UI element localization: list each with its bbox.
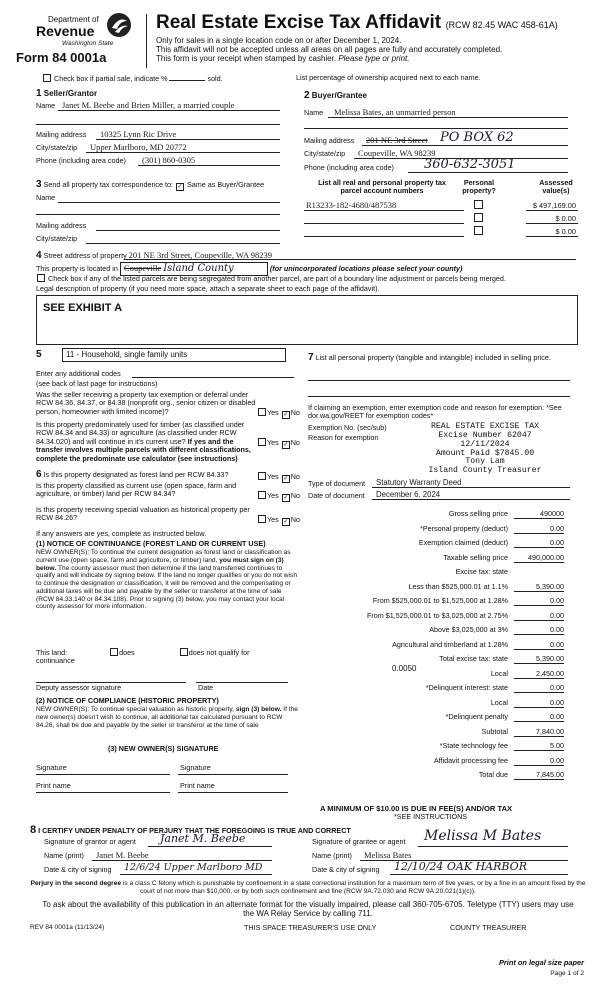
- fee-row-label: Total excise tax: state: [439, 654, 508, 663]
- does-not-label: does not qualify for: [188, 648, 250, 657]
- if-yes-note: If any answers are yes, complete as instructed below.: [36, 529, 207, 538]
- parcel-row: [304, 226, 574, 238]
- subtitle-1: Only for sales in a single location code on or after December 1, 2024.: [156, 36, 402, 45]
- personal-property-question: [308, 352, 570, 364]
- fee-row-value[interactable]: 5,390.00: [514, 582, 564, 592]
- new-owner-print-line-1[interactable]: [36, 792, 170, 793]
- fee-row-label: Above $3,025,000 at 3%: [429, 625, 508, 634]
- historic-no-checkbox[interactable]: ✓: [283, 519, 289, 525]
- does-checkbox[interactable]: [110, 648, 118, 656]
- buyer-name-line: [328, 117, 568, 118]
- assessed-line: [526, 236, 578, 237]
- subtitle-3-text: This form is your receipt when stamped by cashier.: [156, 54, 337, 63]
- exemption-no-checkbox[interactable]: ✓: [283, 412, 289, 418]
- seller-mail[interactable]: 10325 Lynn Ric Drive: [100, 129, 177, 139]
- forest-question: [36, 469, 258, 481]
- located-struck: Coupeville: [123, 263, 162, 273]
- forest-no-checkbox[interactable]: ✓: [283, 476, 289, 482]
- page-number: Page 1 of 2: [550, 970, 584, 977]
- fee-row-label: Agricultural and timberland at 1.28%: [392, 639, 508, 649]
- new-owner-sig-line-2[interactable]: [178, 774, 288, 775]
- forest-question-text: Is this property designated as forest land per RCW 84.33?: [43, 470, 229, 479]
- timber-yes-checkbox[interactable]: [258, 438, 266, 446]
- doc-date-label: Date of document: [308, 491, 365, 500]
- dor-logo-icon: [106, 12, 132, 38]
- fee-row-value[interactable]: 0.00: [514, 712, 564, 722]
- fee-row-value[interactable]: 490000: [514, 509, 564, 519]
- continuance-body-b: you must sign on (3) below.: [36, 556, 284, 572]
- additional-codes-line: [132, 377, 294, 378]
- see-instructions-note: *SEE INSTRUCTIONS: [394, 812, 468, 821]
- exemption-question: Was the seller receiving a property tax exemption or deferral under RCW 84.36, 84.37, or 84.38 (nonprofit org., senior citizen or disabled person, homeowner with limited income)?: [36, 390, 256, 416]
- alt-format-note: To ask about the availability of this publication in an alternate format for the visually impaired, please call 360-705-6705. Teletype (TTY) users may use the WA Relay Service by calling 711.: [42, 900, 574, 919]
- section7-num: 7: [308, 352, 314, 363]
- grantor-name-line: [92, 860, 272, 861]
- certify-text: I CERTIFY UNDER PENALTY OF PERJURY THAT THE FOREGOING IS TRUE AND CORRECT: [38, 826, 351, 835]
- fee-row-label: Less than $525,000.01 at 1.1%: [408, 581, 508, 591]
- no-label: No: [290, 472, 300, 481]
- yes-label: Yes: [267, 472, 279, 481]
- grantee-signature[interactable]: Melissa M Bates: [424, 828, 542, 844]
- historic-question: Is this property receiving special valuation as historical property per RCW 84.26?: [36, 505, 250, 523]
- this-land-label: This land:: [36, 648, 68, 657]
- deputy-sig-label: Deputy assessor signature: [36, 683, 122, 692]
- yes-label: Yes: [267, 408, 279, 417]
- partial-percent-blank[interactable]: [169, 80, 205, 81]
- minimum-due-note: A MINIMUM OF $10.00 IS DUE IN FEE(S) AND/OR TAX: [320, 804, 513, 813]
- buyer-heading-label: Buyer/Grantee: [311, 91, 367, 100]
- fee-row-value[interactable]: 0.00: [514, 596, 564, 606]
- located-handwritten: Island County: [163, 263, 234, 274]
- legal-desc-value: SEE EXHIBIT A: [43, 302, 123, 314]
- grantor-sig-line: [148, 846, 272, 847]
- s3-name-line: [58, 202, 280, 203]
- seller-mail-line: [96, 139, 280, 140]
- no-label: No: [290, 408, 300, 417]
- grantor-name-label: Name (print): [44, 851, 84, 860]
- s3-name-label: Name: [36, 193, 56, 202]
- fee-row-value[interactable]: 0.00: [514, 625, 564, 635]
- section4-num: 4: [36, 250, 42, 261]
- seller-city-line: [86, 152, 280, 153]
- doc-date-value[interactable]: December 6, 2024: [376, 490, 441, 499]
- partial-sale-row: [42, 74, 223, 83]
- legal-desc-label: Legal description of property (if you need more space, attach a separate sheet to each page of the affidavit).: [36, 284, 380, 293]
- county-treasurer-label: COUNTY TREASURER: [450, 923, 527, 932]
- grantee-date-line: [390, 874, 568, 875]
- fee-row-label: Local: [490, 668, 508, 678]
- form-number: Form 84 0001a: [16, 50, 107, 65]
- personal-col-header: Personal property?: [462, 178, 496, 196]
- continuance-title: (1) NOTICE OF CONTINUANCE (FOREST LAND OR CURRENT USE): [36, 539, 266, 548]
- timber-question-text: Is this property predominately used for timber (as classified under RCW 84.34 and 84.33) or agriculture (as classified under RCW 84.34.020) and will continue in it's current use?: [36, 420, 245, 446]
- exemption-no-label: Exemption No. (sec/sub): [308, 423, 387, 432]
- buyer-city-label: City/state/zip: [304, 149, 346, 158]
- treasurer-stamp: [420, 423, 550, 476]
- continuance-body-c: The county assessor must then determine if the land transferred continues to qualify and will indicate by signing below. If the land no longer qualifies or you do not wish to continue the designation or classification, it will be removed and the compensating or additional taxes will be due and payable by the seller or transferor at the time of sale (RCW 84.33.140 or 84.34.108). Prior to signing (3) below, you may contact your local county assessor for more information.: [36, 564, 297, 611]
- does-label: does: [119, 648, 135, 657]
- no-label: No: [290, 438, 300, 447]
- same-as-buyer-label: Same as Buyer/Grantee: [187, 180, 265, 189]
- assessed-value[interactable]: $ 0.00: [555, 227, 576, 236]
- same-as-buyer-checkbox[interactable]: ✓: [177, 184, 183, 190]
- current-use-yes-checkbox[interactable]: [258, 491, 266, 499]
- partial-sale-label: Check box if partial sale, indicate %: [54, 74, 168, 83]
- print-legal-note: Print on legal size paper: [498, 958, 584, 967]
- grantee-date[interactable]: 12/10/24 OAK HARBOR: [394, 860, 527, 873]
- parcel-line: [304, 236, 464, 237]
- fee-row-value[interactable]: 5,390.00: [514, 654, 564, 664]
- buyer-city[interactable]: Coupeville, WA 98239: [358, 148, 436, 158]
- grantor-sig-label: Signature of grantor or agent: [44, 837, 136, 846]
- seller-phone[interactable]: (301) 860-0305: [142, 155, 196, 165]
- fee-row-label: *Delinquent interest: state: [425, 683, 508, 692]
- forest-yes-no: [257, 472, 300, 483]
- no-label: No: [290, 491, 300, 500]
- additional-codes-label: Enter any additional codes: [36, 369, 121, 378]
- seller-name-label: Name: [36, 101, 56, 110]
- seller-city[interactable]: Upper Marlboro, MD 20772: [90, 142, 187, 152]
- fee-row-label: Excise tax: state: [455, 567, 508, 576]
- fee-row-value[interactable]: 490,000.00: [514, 553, 564, 563]
- personal-property-line-1[interactable]: [308, 380, 570, 381]
- reason-label: Reason for exemption: [308, 433, 379, 442]
- continuance-body-a: NEW OWNER(S): To continue the current designation as forest land or classification as current use (open space, farm and agriculture, or timber) land,: [36, 549, 291, 564]
- subtitle-2: This affidavit will not be accepted unless all areas on all pages are fully and accurately completed.: [156, 45, 503, 54]
- current-use-question: Is this property classified as current use (open space, farm and agriculture, or timber) land per RCW 84.34?: [36, 481, 237, 499]
- grantee-name[interactable]: Melissa Bates: [364, 850, 412, 860]
- fee-row-value[interactable]: 0.00: [514, 524, 564, 534]
- yes-label: Yes: [267, 438, 279, 447]
- use-code-box[interactable]: [62, 348, 286, 362]
- parcel-row: [304, 213, 574, 225]
- partial-sale-checkbox[interactable]: [43, 74, 51, 82]
- stamp-line: Excise Number 62047: [438, 430, 532, 440]
- doc-type-line: [372, 487, 570, 488]
- s3-name-line2: [36, 214, 280, 215]
- assessed-value[interactable]: $ 497,169.00: [532, 201, 576, 210]
- fee-row-value[interactable]: 0.00: [514, 698, 564, 708]
- timber-yes-no: [257, 438, 300, 449]
- assessed-line: [526, 223, 578, 224]
- subtitle-3: [156, 54, 586, 63]
- compliance-body: [36, 706, 298, 729]
- header-divider: [146, 14, 147, 68]
- exemption-intro: If claiming an exemption, enter exemption code and reason for exemption. *See dor.wa.gov/REET for exemption codes*: [308, 403, 562, 421]
- personal-property-label: List all personal property (tangible and intangible) included in selling price.: [315, 353, 551, 362]
- fee-row-label: Total due: [478, 770, 508, 779]
- segregated-row: [36, 274, 506, 283]
- continuance-label: continuance: [36, 656, 75, 665]
- exemption-yes-checkbox[interactable]: [258, 408, 266, 416]
- see-back-note: (see back of last page for instructions): [36, 379, 158, 388]
- seller-mail-label: Mailing address: [36, 130, 87, 139]
- grantee-sig-line: [418, 846, 568, 847]
- fee-row-label: *Personal property (deduct): [420, 523, 508, 533]
- stamp-line: REAL ESTATE EXCISE TAX: [430, 422, 540, 431]
- perjury-note: [30, 880, 586, 896]
- compliance-body-c: If the new owner(s) doesn't wish to continue, all additional tax calculated pursuant to RCW 84.26, shall be due and payable by the seller or transferor at the time of sale: [36, 706, 298, 729]
- buyer-phone-label: Phone (including area code): [304, 163, 394, 172]
- timber-no-checkbox[interactable]: ✓: [283, 442, 289, 448]
- timber-question-bold: If yes and the transfer involves multiple parcels with different classifications, complete the predominate use calculator (see instructions): [36, 436, 251, 463]
- yes-label: Yes: [267, 515, 279, 524]
- street-label: Street address of property: [43, 251, 127, 260]
- grantor-name[interactable]: Janet M. Beebe: [96, 850, 149, 860]
- fee-row-value[interactable]: 7,840.00: [514, 727, 564, 737]
- doc-date-line: [372, 499, 570, 500]
- assessed-value[interactable]: $ 0.00: [555, 214, 576, 223]
- assessed-col-header: Assessed value(s): [539, 178, 573, 196]
- current-use-no-checkbox[interactable]: ✓: [283, 495, 289, 501]
- parcel-col-header: List all real and personal property tax parcel account numbers: [318, 178, 446, 196]
- section6-num: 6: [36, 469, 42, 480]
- doc-type-value[interactable]: Statutory Warranty Deed: [376, 478, 462, 487]
- parcel-account[interactable]: R13233-182-4680/487538: [306, 200, 397, 210]
- fee-row-label: *State technology fee: [439, 741, 508, 750]
- fee-row-value[interactable]: 0.00: [514, 611, 564, 621]
- fee-row-value[interactable]: 5.00: [514, 741, 564, 751]
- form-title-ref: (RCW 82.45 WAC 458-61A): [445, 20, 558, 30]
- revenue-text: Revenue: [36, 23, 95, 39]
- stamp-line: Tony Lam: [465, 457, 505, 467]
- compliance-body-a: NEW OWNER(S): To continue special valuation as historic property,: [36, 706, 235, 713]
- buyer-mail-struck[interactable]: 201 NE 3rd Street: [366, 135, 428, 145]
- located-label: This property is located in: [36, 264, 118, 273]
- personal-property-line-2[interactable]: [308, 396, 570, 397]
- fee-row-value[interactable]: 7,845.00: [514, 770, 564, 780]
- seller-phone-line: [138, 165, 280, 166]
- seller-city-label: City/state/zip: [36, 143, 78, 152]
- personal-property-checkbox[interactable]: [474, 226, 483, 235]
- buyer-mail-handwritten[interactable]: PO BOX 62: [440, 130, 514, 145]
- segregated-checkbox[interactable]: [37, 274, 45, 282]
- s3-city-label: City/state/zip: [36, 234, 78, 243]
- historic-yes-no: [257, 515, 300, 526]
- fee-row-value[interactable]: 0.00: [514, 538, 564, 548]
- this-land-row: [36, 648, 298, 657]
- section5-num: 5: [36, 349, 42, 360]
- partial-sold-label: sold.: [207, 74, 223, 83]
- compliance-title: (2) NOTICE OF COMPLIANCE (HISTORIC PROPERTY): [36, 696, 219, 705]
- seller-phone-label: Phone (including area code): [36, 156, 126, 165]
- grantee-name-label: Name (print): [312, 851, 352, 860]
- tax-correspondence-row: [36, 179, 264, 191]
- new-owner-print-label-1: Print name: [36, 781, 71, 790]
- use-code-value: 11 - Household, single family units: [66, 350, 188, 359]
- fee-row-label: Gross selling price: [448, 509, 508, 518]
- buyer-mail-line: [362, 145, 568, 146]
- seller-name[interactable]: Janet M. Beebe and Brien Miller, a married couple: [62, 100, 235, 110]
- fee-row-label: *Delinquent penalty: [445, 712, 508, 721]
- fee-row-value[interactable]: 0.00: [514, 756, 564, 766]
- historic-yes-checkbox[interactable]: [258, 515, 266, 523]
- new-owner-sig-title: (3) NEW OWNER(S) SIGNATURE: [108, 744, 219, 753]
- dept-of-text: Department of: [48, 15, 99, 24]
- segregated-label: Check box if any of the listed parcels are being segregated from another parcel, are part of a boundary line adjustment or parcels being merged.: [48, 274, 506, 283]
- seller-heading-num: 1: [36, 88, 42, 99]
- parcel-line: [304, 223, 464, 224]
- street-line: [124, 259, 576, 260]
- current-use-yes-no: [257, 491, 300, 502]
- fee-row-label: From $525,000.01 to $1,525,000 at 1.28%: [372, 596, 508, 605]
- new-owner-sig-line-1[interactable]: [36, 774, 170, 775]
- dor-logo: [14, 12, 138, 68]
- section8-num: 8: [30, 824, 37, 836]
- fee-row-value[interactable]: 0.00: [514, 640, 564, 650]
- stamp-line: Island County Treasurer: [428, 466, 542, 476]
- buyer-name[interactable]: Melissa Bates, an unmarried person: [334, 107, 456, 117]
- buyer-phone-handwritten[interactable]: 360-632-3051: [424, 157, 516, 172]
- buyer-heading-num: 2: [304, 90, 310, 101]
- buyer-name-label: Name: [304, 108, 324, 117]
- fee-row-value[interactable]: 0.00: [514, 683, 564, 693]
- new-owner-sig-label-1: Signature: [36, 763, 67, 772]
- s3-city-line: [86, 243, 280, 244]
- seller-heading-label: Seller/Grantor: [43, 89, 98, 98]
- new-owner-print-label-2: Print name: [180, 781, 215, 790]
- fee-row-label: Subtotal: [481, 726, 508, 736]
- washington-state-text: Washington State: [62, 40, 114, 47]
- s3-mail-line: [96, 230, 280, 231]
- fee-row-label: Affidavit processing fee: [433, 755, 508, 765]
- deputy-date-label: Date: [198, 683, 214, 692]
- seller-heading: [36, 88, 97, 99]
- fee-row-label: Local: [490, 697, 508, 707]
- form-title: Real Estate Excise Tax Affidavit: [156, 12, 442, 33]
- exemption-yes-no: [257, 408, 300, 419]
- grantor-date-line: [120, 874, 272, 875]
- yes-label: Yes: [267, 491, 279, 500]
- seller-name-line: [58, 110, 280, 111]
- fee-row-label: Exemption claimed (deduct): [418, 538, 508, 547]
- fee-row-label: From $1,525,000.01 to $3,025,000 at 2.75%: [366, 610, 508, 620]
- legal-desc-box[interactable]: [36, 295, 578, 345]
- grantee-date-label: Date & city of signing: [312, 865, 380, 874]
- buyer-mail-label: Mailing address: [304, 136, 355, 145]
- street-address[interactable]: 201 NE 3rd Street, Coupeville, WA 98239: [128, 250, 273, 260]
- does-not-checkbox[interactable]: [180, 648, 188, 656]
- buyer-name-line2: [304, 128, 568, 129]
- timber-question: [36, 421, 258, 463]
- no-label: No: [290, 515, 300, 524]
- form-title-block: [156, 12, 586, 63]
- seller-name-line2: [36, 124, 280, 125]
- fee-row-label: Taxable selling price: [443, 552, 508, 562]
- grantor-signature[interactable]: Janet M. Beebe: [160, 832, 246, 845]
- percent-ownership-note: List percentage of ownership acquired next to each name.: [296, 73, 481, 82]
- subtitle-3-italic: Please type or print.: [338, 54, 410, 63]
- grantee-sig-label: Signature of grantee or agent: [312, 837, 406, 846]
- continuance-body: [36, 549, 298, 611]
- rev-number: REV 84 0001a (11/13/24): [30, 924, 105, 931]
- new-owner-sig-label-2: Signature: [180, 763, 211, 772]
- correspondence-label: Send all property tax correspondence to:: [43, 180, 174, 189]
- street-row: [36, 250, 576, 262]
- personal-property-checkbox[interactable]: [474, 213, 483, 222]
- doc-type-label: Type of document: [308, 479, 366, 488]
- new-owner-print-line-2[interactable]: [178, 792, 288, 793]
- perjury-text: is a class C felony which is punishable by confinement in a state correctional institution for a maximum term of five years, or by a fine in an amount fixed by the court of not more than $10,000, or by both such confinement and fine (RCW 9A.72.030 and RCW 9A.20.021(1)(c)).: [122, 880, 586, 895]
- local-rate: 0.0050: [392, 664, 417, 673]
- grantor-date-label: Date & city of signing: [44, 865, 112, 874]
- perjury-bold: Perjury in the second degree: [30, 880, 122, 887]
- parcel-line: [304, 210, 464, 211]
- compliance-body-b: sign (3) below.: [235, 706, 282, 713]
- forest-yes-checkbox[interactable]: [258, 472, 266, 480]
- located-note: (for unincorporated locations please select your county): [269, 264, 463, 273]
- fee-row-value[interactable]: 2,450.00: [514, 669, 564, 679]
- buyer-phone-line: [408, 172, 568, 173]
- s3-mail-label: Mailing address: [36, 221, 87, 230]
- grantor-date[interactable]: 12/6/24 Upper Marlboro MD: [124, 862, 263, 873]
- stamp-line: 12/11/2024: [460, 439, 510, 449]
- treasurer-use-label: THIS SPACE TREASURER'S USE ONLY: [244, 923, 377, 932]
- personal-property-checkbox[interactable]: [474, 200, 483, 209]
- stamp-line: Amount Paid $7845.00: [435, 448, 535, 458]
- assessed-line: [526, 210, 578, 211]
- section3-num: 3: [36, 179, 42, 190]
- parcel-row: [304, 200, 574, 212]
- buyer-heading: [304, 90, 367, 101]
